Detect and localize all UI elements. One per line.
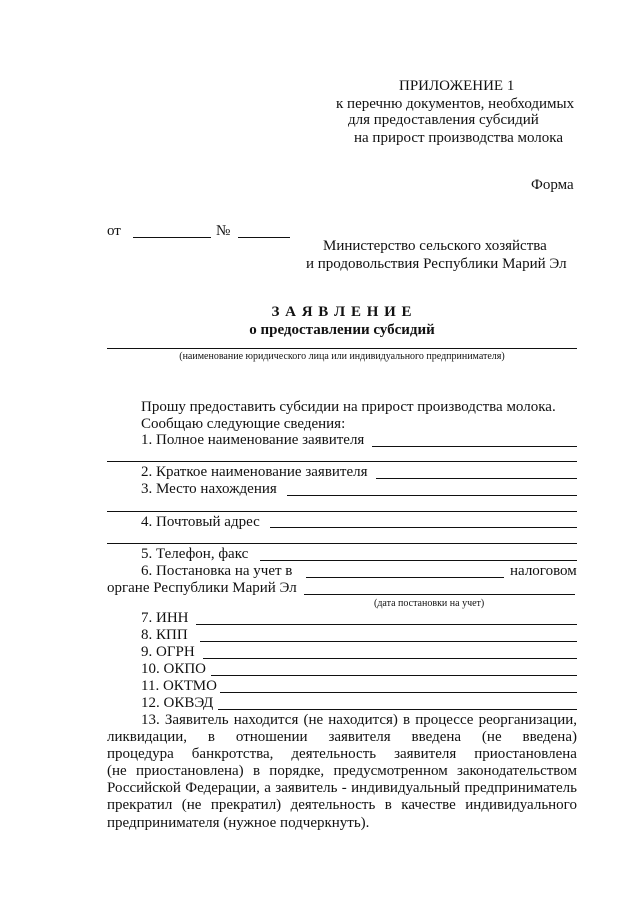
postal-address-field-line-2[interactable] [107, 543, 577, 544]
short-name-label: 2. Краткое наименование заявителя [141, 464, 368, 480]
registration-date-caption: (дата постановки на учет) [374, 598, 485, 609]
registration-label: 6. Постановка на учет в [141, 563, 293, 579]
inn-field[interactable] [196, 624, 577, 625]
postal-address-label: 4. Почтовый адрес [141, 514, 260, 530]
date-field[interactable] [133, 237, 211, 238]
applicant-name-caption: (наименование юридического лица или индивидуального предпринимателя) [179, 351, 505, 362]
phone-fax-label: 5. Телефон, факс [141, 546, 249, 562]
form-label: Форма [531, 177, 574, 193]
kpp-field[interactable] [200, 641, 577, 642]
phone-fax-field[interactable] [260, 560, 577, 561]
registration-tax-label: налоговом [510, 563, 577, 579]
full-name-field[interactable] [372, 446, 577, 447]
location-field-line-2[interactable] [107, 511, 577, 512]
inn-label: 7. ИНН [141, 610, 189, 626]
applicant-name-field[interactable] [107, 348, 577, 349]
document-title: З А Я В Л Е Н И Е [271, 304, 413, 320]
date-label: от [107, 223, 121, 239]
okpo-field[interactable] [211, 675, 577, 676]
ogrn-field[interactable] [203, 658, 577, 659]
appendix-line-3: на прирост производства молока [354, 130, 563, 146]
item-13-line-3: процедура банкротства, деятельность заявителя приостановлена [107, 746, 577, 762]
item-13-line-6: прекратил (не прекратил) деятельность в качестве индивидуального [107, 797, 577, 813]
registration-date-field[interactable] [304, 594, 575, 595]
okpo-label: 10. ОКПО [141, 661, 207, 677]
kpp-label: 8. КПП [141, 627, 188, 643]
addressee-line-2: и продовольствия Республики Марий Эл [306, 256, 567, 272]
short-name-field[interactable] [376, 478, 577, 479]
item-13-line-1: 13. Заявитель находится (не находится) в процессе реорганизации, [141, 712, 577, 728]
postal-address-field[interactable] [270, 527, 577, 528]
number-label: № [216, 223, 231, 239]
appendix-line-1: к перечню документов, необходимых [336, 96, 575, 112]
full-name-label: 1. Полное наименование заявителя [141, 432, 365, 448]
number-field[interactable] [238, 237, 290, 238]
full-name-field-line-2[interactable] [107, 461, 577, 462]
item-13-line-7: предпринимателя (нужное подчеркнуть). [107, 815, 370, 831]
okved-label: 12. ОКВЭД [141, 695, 214, 711]
appendix-line-2: для предоставления субсидий [348, 112, 539, 128]
location-label: 3. Место нахождения [141, 481, 277, 497]
registration-authority-field[interactable] [306, 577, 504, 578]
item-13-line-2: ликвидации, в отношении заявителя введена (не введена) [107, 729, 577, 745]
item-13-line-4: (не приостановлена) в порядке, предусмотренном законодательством [107, 763, 577, 779]
info-intro: Сообщаю следующие сведения: [141, 416, 346, 432]
request-text: Прошу предоставить субсидии на прирост производства молока. [141, 399, 556, 415]
item-13-line-5: Российской Федерации, а заявитель - индивидуальный предприниматель [107, 780, 577, 796]
registration-region-label: органе Республики Марий Эл [107, 580, 297, 596]
document-subtitle: о предоставлении субсидий [249, 322, 435, 338]
oktmo-field[interactable] [220, 692, 577, 693]
location-field[interactable] [287, 495, 577, 496]
addressee-line-1: Министерство сельского хозяйства [323, 238, 547, 254]
oktmo-label: 11. ОКТМО [141, 678, 217, 694]
okved-field[interactable] [218, 709, 577, 710]
appendix-title: ПРИЛОЖЕНИЕ 1 [399, 78, 515, 94]
ogrn-label: 9. ОГРН [141, 644, 195, 660]
